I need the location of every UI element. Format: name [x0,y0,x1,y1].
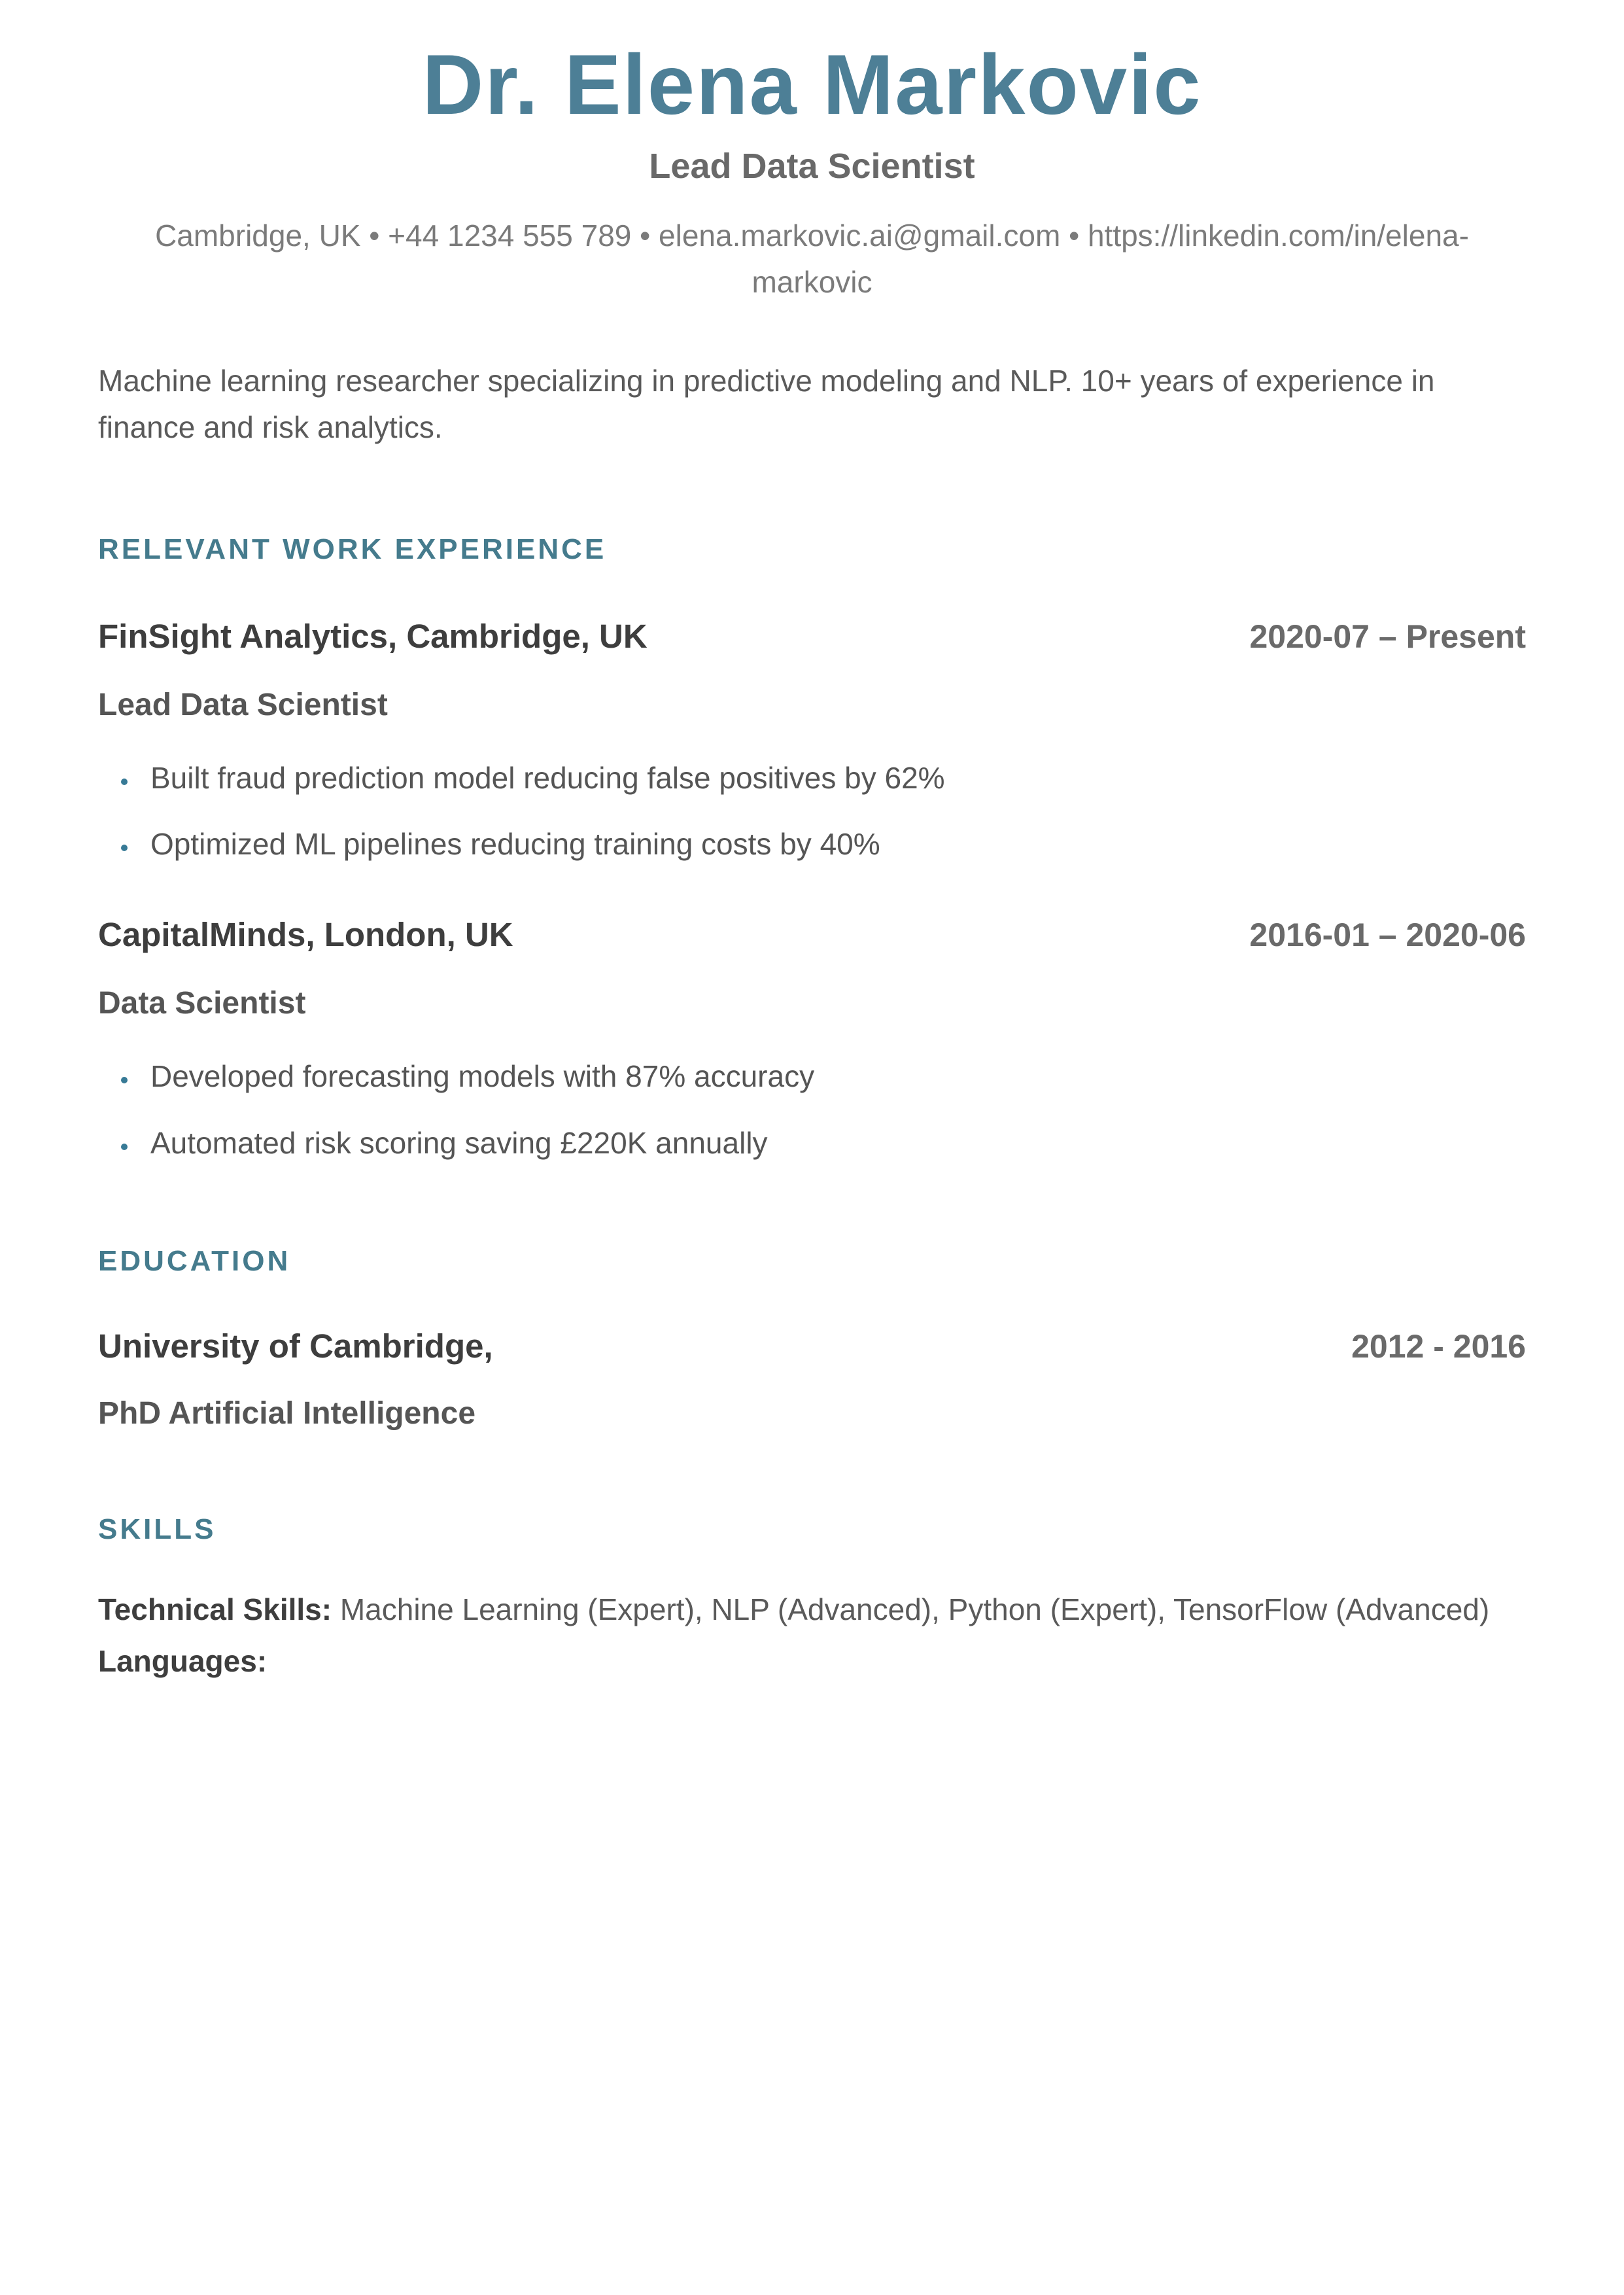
job-header-row [98,617,1526,656]
company-name: CapitalMinds, London, UK [98,916,513,954]
job-bullet-list [98,759,1526,865]
job-bullet-list [98,1057,1526,1163]
skills-block [98,1586,1526,1685]
technical-skills-label: Technical Skills: [98,1592,332,1626]
company-name: FinSight Analytics, Cambridge, UK [98,617,648,655]
summary-paragraph: Machine learning researcher specializing in predictive modeling and NLP. 10+ years of experience in finance and risk analytics. [98,364,1435,445]
job-dates: 2016-01 – 2020-06 [1249,917,1526,954]
job-dates: 2020-07 – Present [1249,618,1526,655]
person-job-title: Lead Data Scientist [649,146,975,186]
technical-skills-value: Machine Learning (Expert), NLP (Advanced), Python (Expert), TensorFlow (Advanced) [332,1592,1490,1626]
technical-skills-line [98,1586,1526,1633]
education-dates: 2012 - 2016 [1351,1327,1526,1365]
resume-header [98,36,1526,306]
job-entry [98,617,1526,865]
contact-line: Cambridge, UK • +44 1234 555 789 • elena.markovic.ai@gmail.com • https://linkedin.com/in/elena-markovic [155,218,1469,299]
job-header-row [98,915,1526,954]
languages-line [98,1638,1526,1685]
job-entry [98,915,1526,1163]
section-heading-experience: RELEVANT WORK EXPERIENCE [98,533,607,565]
bullet-item: • Automated risk scoring saving £220K annually [139,1124,1526,1163]
degree-name: PhD Artificial Intelligence [98,1395,476,1431]
languages-label: Languages: [98,1644,268,1679]
job-role: Data Scientist [98,986,306,1021]
education-entry [98,1327,1526,1431]
school-name: University of Cambridge, [98,1327,493,1365]
bullet-item: • Built fraud prediction model reducing false positives by 62% [139,759,1526,798]
section-heading-education: EDUCATION [98,1244,291,1277]
section-heading-skills: SKILLS [98,1513,216,1545]
bullet-item: • Developed forecasting models with 87% accuracy [139,1057,1526,1096]
bullet-item: • Optimized ML pipelines reducing training costs by 40% [139,825,1526,864]
person-name: Dr. Elena Markovic [422,37,1202,132]
job-role: Lead Data Scientist [98,687,388,722]
education-header-row [98,1327,1526,1365]
